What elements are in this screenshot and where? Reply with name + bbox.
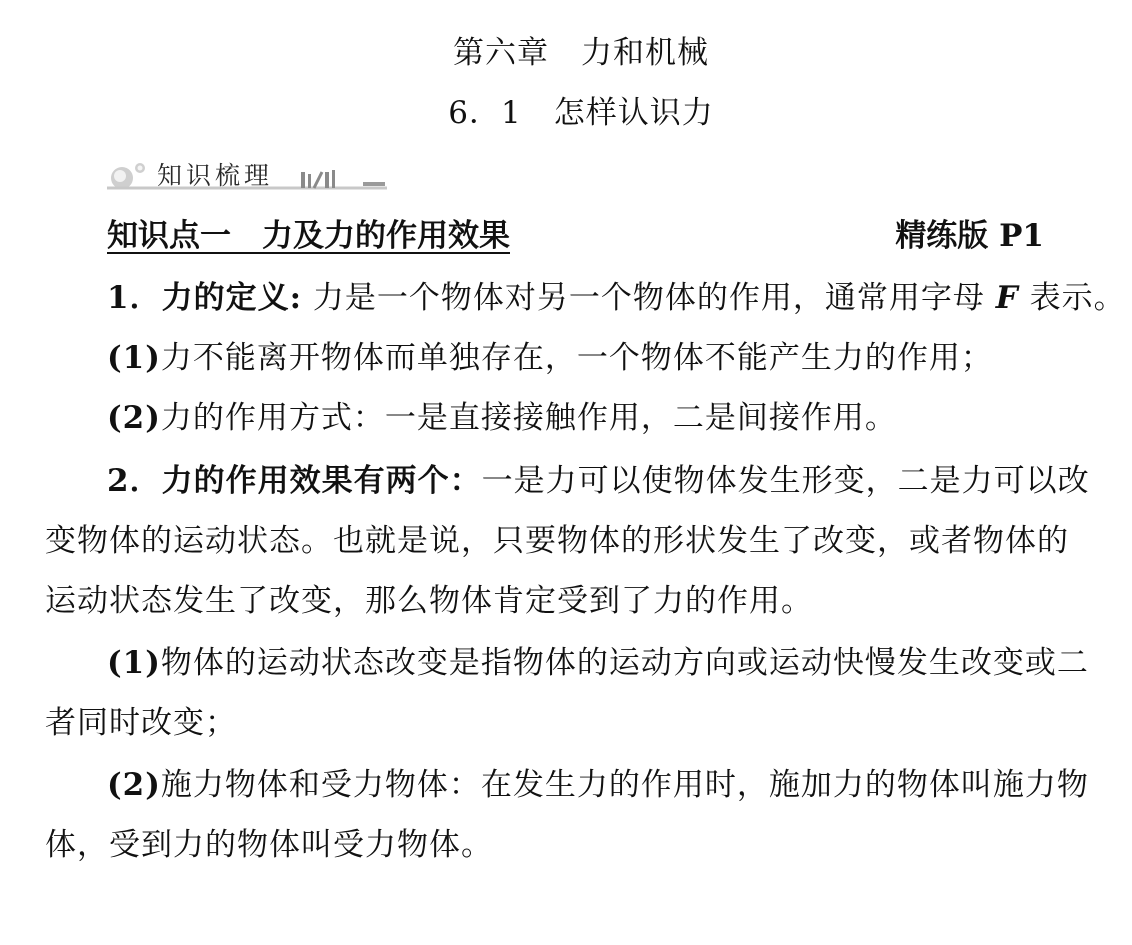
paragraph-item2-sub1-line1 xyxy=(107,643,1089,683)
knowledge-point-title: 知识点一 力及力的作用效果 xyxy=(107,218,510,254)
item2-sub1-prefix: (1) xyxy=(107,645,161,681)
force-symbol: F xyxy=(995,280,1019,316)
item1-sub2-prefix: (2) xyxy=(107,400,161,436)
item1-sub1-prefix: (1) xyxy=(107,340,161,376)
paragraph-item2-sub1-line2: 者同时改变； xyxy=(45,705,237,741)
banner-label: 知识梳理 xyxy=(157,161,274,190)
paragraph-item2-line2: 变物体的运动状态。也就是说，只要物体的形状发生了改变，或者物体的 xyxy=(45,523,1069,559)
paragraph-item1-sub1 xyxy=(107,338,993,378)
paragraph-item2-sub2-line1 xyxy=(107,765,1089,805)
item1-text-b: 表示。 xyxy=(1018,280,1126,316)
item1-prefix: 1．力的定义: xyxy=(107,280,303,316)
item1-sub1-text: 力不能离开物体而单独存在，一个物体不能产生力的作用； xyxy=(160,340,993,376)
paragraph-item2-line3: 运动状态发生了改变，那么物体肯定受到了力的作用。 xyxy=(45,583,813,619)
chapter-title: 第六章 力和机械 xyxy=(453,35,709,71)
item2-prefix: 2．力的作用效果有两个： xyxy=(107,463,482,499)
paragraph-item1 xyxy=(107,278,1126,318)
paragraph-item2-line1 xyxy=(107,461,1090,501)
practice-reference: 精练版 P1 xyxy=(895,218,1044,254)
section-title: 6．1 怎样认识力 xyxy=(448,95,714,131)
knowledge-summary-banner xyxy=(107,160,397,194)
item2-sub1-line1-text: 物体的运动状态改变是指物体的运动方向或运动快慢发生改变或二 xyxy=(160,645,1089,681)
item2-sub2-prefix: (2) xyxy=(107,767,161,803)
item1-text-a: 力是一个物体对另一个物体的作用，通常用字母 xyxy=(302,280,996,316)
paragraph-item1-sub2 xyxy=(107,398,897,438)
paragraph-item2-sub2-line2: 体，受到力的物体叫受力物体。 xyxy=(45,827,493,863)
item1-sub2-text: 力的作用方式：一是直接接触作用，二是间接作用。 xyxy=(160,400,897,436)
item2-line1-text: 一是力可以使物体发生形变，二是力可以改 xyxy=(481,463,1090,499)
item2-sub2-line1-text: 施力物体和受力物体：在发生力的作用时，施加力的物体叫施力物 xyxy=(160,767,1089,803)
